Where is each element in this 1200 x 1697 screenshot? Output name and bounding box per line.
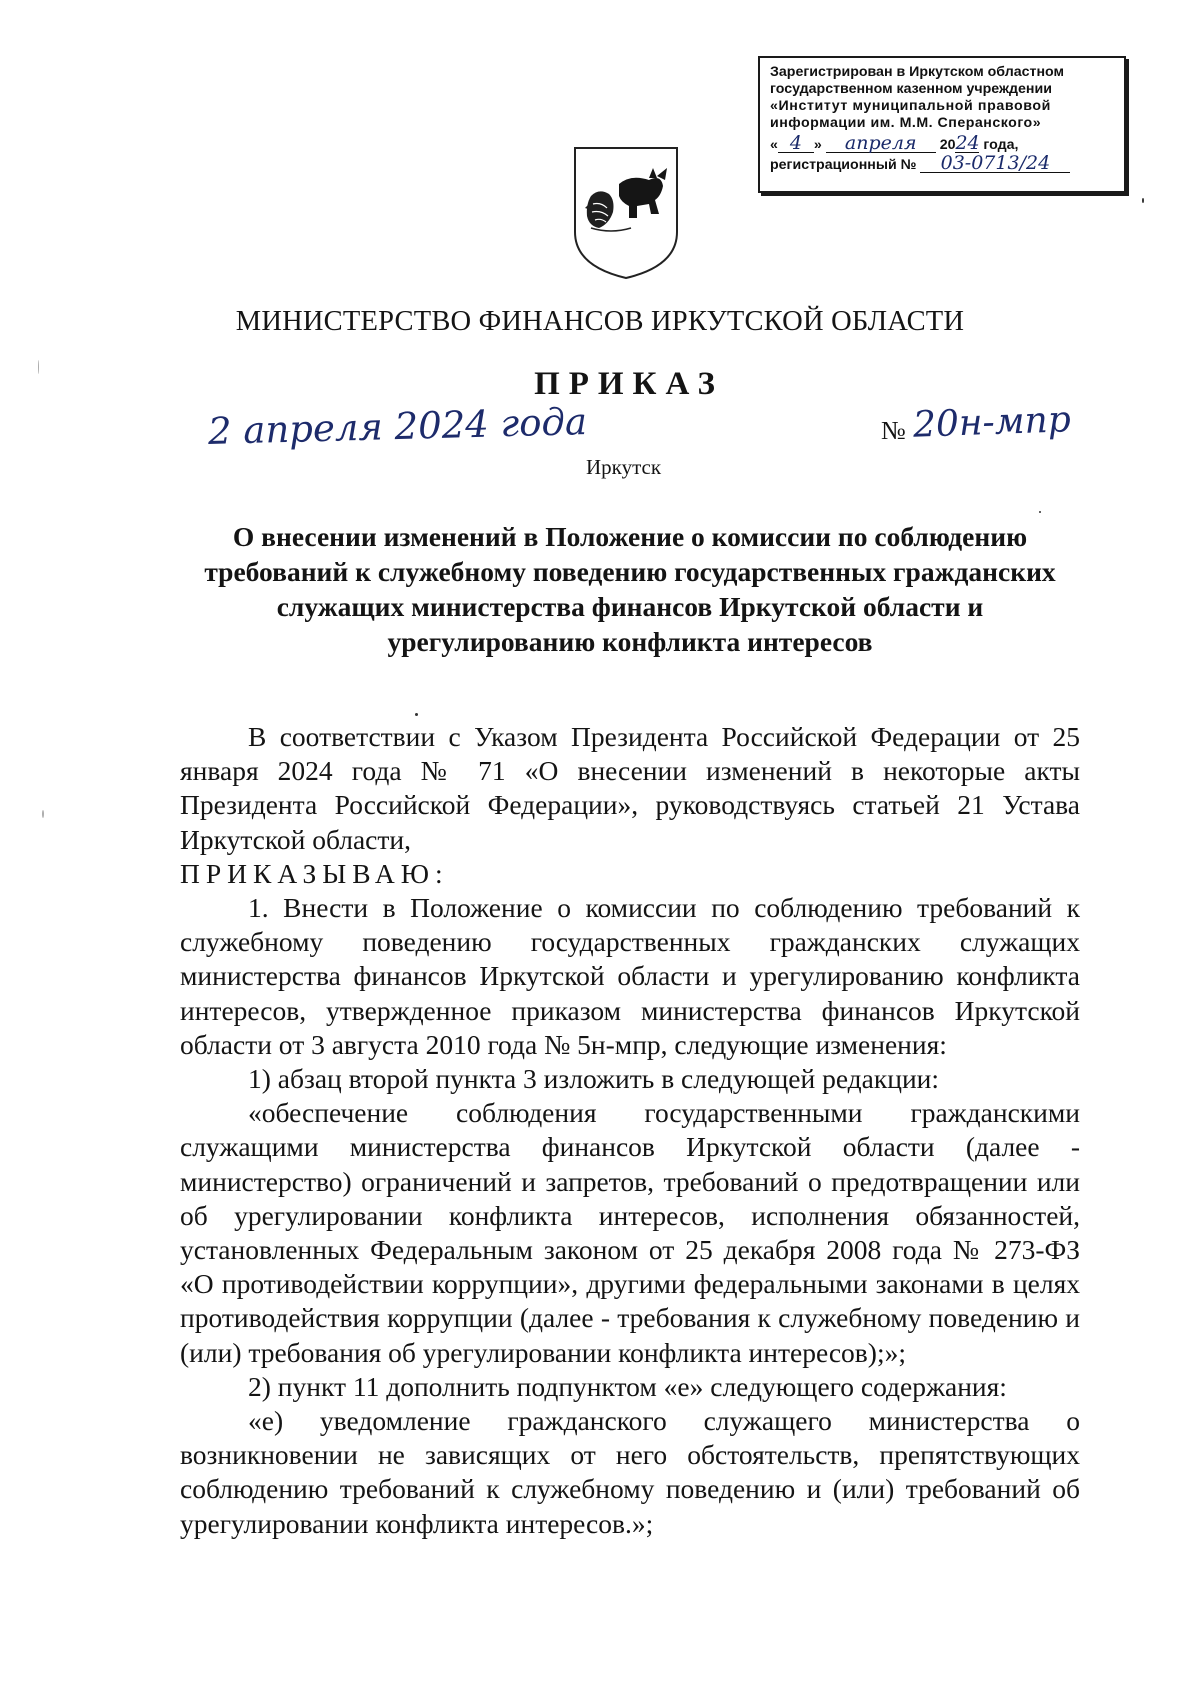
paragraph-subitem-2: 2) пункт 11 дополнить подпунктом «е» следующего содержания:	[248, 1370, 1007, 1402]
paragraph-quote-1: «обеспечение соблюдения государственными гражданскими служащими министерства финансов Иркутской области (далее - министерство) ограничений и запретов, требований о предотвращении или об урегулировании конфликта интересов, исполнения обязанностей, установленных Федеральным законом от 25 декабря 2008 года № 273-ФЗ «О противодействии коррупции», другими федеральными законами в целях противодействия коррупции (далее - требования к служебному поведению и (или) требования об урегулировании конфликта интересов);»;	[180, 1097, 1080, 1368]
stamp-month: апреля	[826, 134, 936, 153]
paragraph-subitem-1: 1) абзац второй пункта 3 изложить в следующей редакции:	[248, 1063, 940, 1095]
order-subject: О внесении изменений в Положение о комиссии по соблюдению требований к служебному поведению государственных гражданских служащих министерства финансов Иркутской области и урегулированию конфликта интересов	[204, 521, 1056, 657]
stamp-quote-close: »	[813, 137, 822, 153]
city-name: Иркутск	[586, 455, 662, 479]
order-word: ПРИКАЗЫВАЮ:	[180, 857, 449, 889]
stamp-year-suffix: 24	[955, 132, 980, 154]
stamp-line-2: государственном казенном учреждении	[770, 81, 1052, 97]
stamp-year-word: года,	[983, 137, 1019, 153]
handwritten-date: 2 апреля 2024 года	[207, 400, 588, 453]
registration-stamp	[758, 56, 1126, 193]
stamp-line-1: Зарегистрирован в Иркутском областном	[770, 64, 1064, 80]
scan-speck	[42, 810, 44, 818]
stamp-reg-line	[770, 154, 1114, 174]
stamp-date-line	[770, 134, 1114, 154]
number-sign: №	[881, 416, 906, 445]
coat-of-arms-emblem	[571, 144, 681, 282]
stamp-day: 4	[778, 134, 814, 153]
stamp-reg-number: 03-0713/24	[920, 154, 1070, 173]
paragraph-item-1: 1. Внести в Положение о комиссии по соблюдению требований к служебному поведению государственных гражданских служащих министерства финансов Иркутской области и урегулированию конфликта интересов, утвержденное приказом министерства финансов Иркутской области от 3 августа 2010 года № 5н-мпр, следующие изменения:	[180, 892, 1080, 1060]
stamp-line-4: информации им. М.М. Сперанского»	[770, 115, 1042, 131]
scan-speck	[38, 360, 39, 374]
scan-speck	[1142, 198, 1144, 203]
stamp-line-3: «Институт муниципальной правовой	[770, 98, 1051, 114]
document-type-title: ПРИКАЗ	[534, 366, 724, 402]
stamp-reg-label: регистрационный №	[770, 157, 917, 173]
scan-speck	[1039, 511, 1041, 513]
ministry-name: МИНИСТЕРСТВО ФИНАНСОВ ИРКУТСКОЙ ОБЛАСТИ	[235, 306, 965, 337]
document-body	[180, 720, 1080, 1541]
stamp-year-prefix: 20	[939, 137, 956, 153]
scan-speck	[415, 713, 418, 716]
handwritten-order-number: 20н-мпр	[912, 399, 1072, 446]
preamble-paragraph: В соответствии с Указом Президента Российской Федерации от 25 января 2024 года № 71 «О внесении изменений в некоторые акты Президента Российской Федерации», руководствуясь статьей 21 Устава Иркутской области,	[180, 721, 1080, 855]
stamp-quote-open: «	[770, 137, 778, 153]
paragraph-quote-2: «е) уведомление гражданского служащего министерства о возникновении не зависящих от него обстоятельств, препятствующих соблюдению требований к служебному поведению и (или) требований об урегулировании конфликта интересов.»;	[180, 1405, 1080, 1539]
